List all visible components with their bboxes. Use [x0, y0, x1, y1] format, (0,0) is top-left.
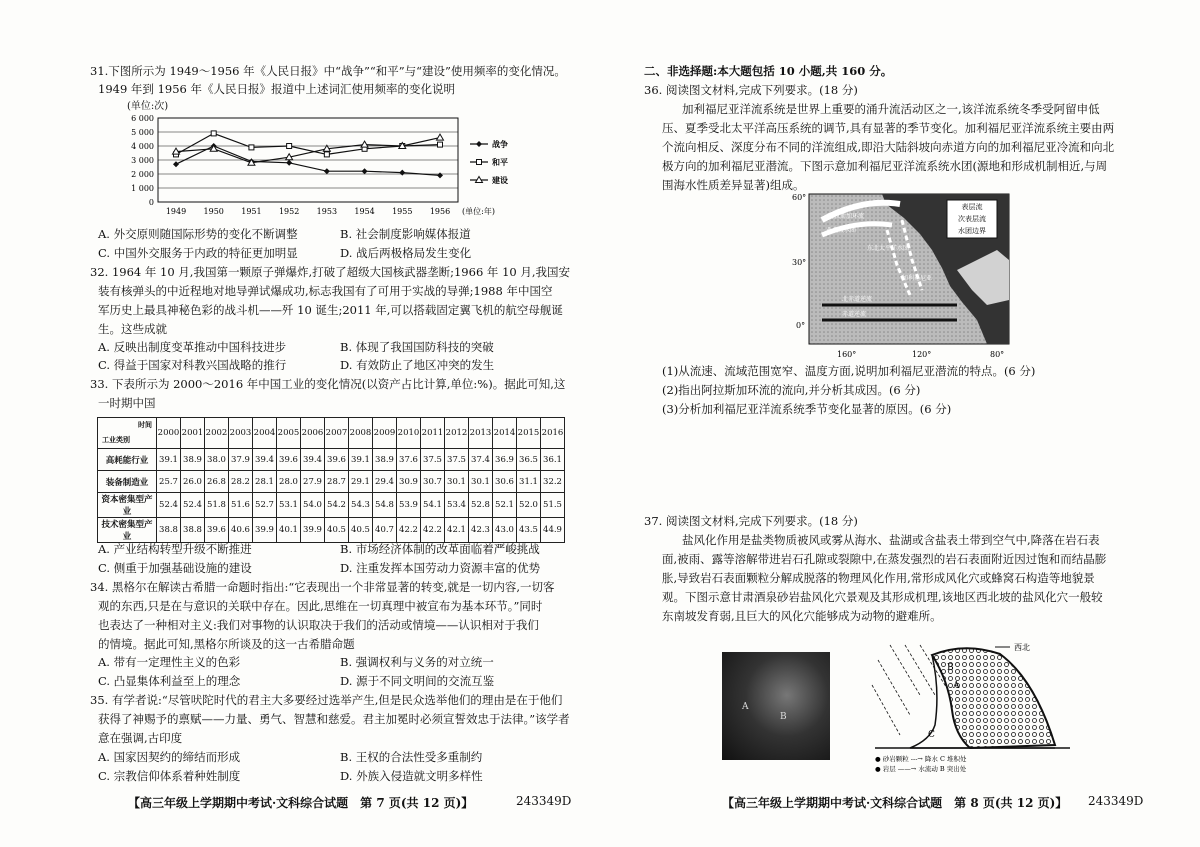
- legend-marker: [477, 160, 482, 165]
- q32-option-c: C. 得益于国家对科教兴国战略的推行: [98, 358, 287, 372]
- legend-label: 建设: [492, 175, 508, 185]
- industry-table: [97, 417, 565, 543]
- x-axis-unit: (单位:年): [462, 207, 495, 216]
- q36-sub1: (1)从流速、流域范围宽窄、温度方面,说明加利福尼亚潜流的特点。(6 分): [662, 364, 1036, 378]
- x-tick-label: 1954: [354, 207, 375, 216]
- q34-option-d: D. 源于不同文明间的交流互鉴: [340, 674, 495, 688]
- q34-option-a: A. 带有一定理性主义的色彩: [98, 655, 241, 669]
- q31-line1: 31.下图所示为 1949～1956 年《人民日报》中“战争”“和平”与“建设”使用频率的变化情况。: [90, 64, 566, 78]
- table-corner-cell: [98, 418, 157, 449]
- q37-p3: 胀,导致岩石表面颗粒分解成脱落的物理风化作用,常形成风化穴或蜂窝石构造等地貌景: [662, 571, 1095, 585]
- q35-line3: 意在强调,古印度: [98, 731, 183, 745]
- data-point: [324, 152, 329, 157]
- q34-option-b: B. 强调权利与义务的对立统一: [340, 655, 494, 669]
- map-legend-surface: 表层流: [961, 203, 983, 211]
- map-label-ne-pacific: 东北太平洋水团: [867, 245, 910, 252]
- table-cell: 37.9: [229, 449, 253, 471]
- lat-60: 60°: [792, 193, 807, 202]
- q36-sub3: (3)分析加利福尼亚洋流系统季节变化显著的原因。(6 分): [662, 402, 952, 416]
- table-cell: 37.5: [421, 449, 445, 471]
- data-point: [249, 145, 254, 150]
- map-legend-subsurface: 次表层流: [958, 215, 986, 223]
- q37-title: 37. 阅读图文材料,完成下列要求。(18 分): [644, 514, 858, 528]
- q34-line4: 的情境。据此可知,黑格尔所谈及的这一古希腊命题: [98, 637, 355, 651]
- table-cell: 40.6: [229, 518, 253, 543]
- y-tick-label: 5 000: [131, 128, 154, 137]
- diagram-northwest: 西北: [1014, 643, 1030, 652]
- table-cell: 28.2: [229, 471, 253, 493]
- table-cell: 25.7: [157, 471, 181, 493]
- table-cell: 26.0: [181, 471, 205, 493]
- x-tick-label: 1951: [241, 207, 262, 216]
- year-cell: 2012: [445, 418, 469, 449]
- table-cell: 39.4: [301, 449, 325, 471]
- q32-option-b: B. 体现了我国国防科技的突破: [340, 340, 494, 354]
- q35-option-a: A. 国家因契约的缔结而形成: [98, 750, 241, 764]
- lon-120: 120°: [912, 350, 932, 359]
- table-cell: 51.6: [229, 493, 253, 518]
- year-cell: 2016: [541, 418, 565, 449]
- year-cell: 2013: [469, 418, 493, 449]
- table-cell: 42.2: [421, 518, 445, 543]
- chart-unit: (单位:次): [127, 101, 169, 112]
- q32-line1: 32. 1964 年 10 月,我国第一颗原子弹爆炸,打破了超级大国核武器垄断;1966 年 10 月,我国安: [90, 265, 571, 279]
- year-cell: 2014: [493, 418, 517, 449]
- table-cell: 30.9: [397, 471, 421, 493]
- table-cell: 54.1: [421, 493, 445, 518]
- salt-weathering-diagram: [870, 640, 1085, 775]
- table-cell: 54.3: [349, 493, 373, 518]
- footer-code-right: 243349D: [1088, 794, 1144, 808]
- q33-line2: 一时期中国: [98, 396, 156, 410]
- data-point: [286, 160, 292, 166]
- table-cell: 28.1: [253, 471, 277, 493]
- legend-marker: [476, 141, 482, 147]
- table-row: [98, 449, 565, 471]
- table-cell: 51.5: [541, 493, 565, 518]
- table-cell: 43.0: [493, 518, 517, 543]
- table-cell: 37.4: [469, 449, 493, 471]
- year-cell: 2008: [349, 418, 373, 449]
- salt-weathering-photo: [722, 652, 830, 760]
- table-cell: 42.1: [445, 518, 469, 543]
- year-cell: 2003: [229, 418, 253, 449]
- map-label-california: 加利福尼亚: [902, 275, 933, 282]
- table-cell: 51.8: [205, 493, 229, 518]
- table-cell: 52.4: [157, 493, 181, 518]
- map-label-alaska: 阿拉斯加环流: [828, 213, 865, 220]
- row-category: 技术密集型产业: [98, 518, 157, 543]
- table-header-row: [98, 418, 565, 449]
- q31-line2: 1949 年到 1956 年《人民日报》报道中上述词汇使用频率的变化说明: [98, 82, 455, 96]
- table-cell: 32.2: [541, 471, 565, 493]
- q32-line4: 生。这些成就: [98, 322, 167, 336]
- y-tick-label: 3 000: [131, 156, 154, 165]
- diagram-label-b: B: [947, 663, 954, 673]
- table-cell: 53.1: [277, 493, 301, 518]
- table-cell: 28.0: [277, 471, 301, 493]
- q36-p4: 极方向的加利福尼亚潜流。下图示意加利福尼亚洋流系统水团(源地和形成机制相近,与周: [662, 159, 1108, 173]
- table-cell: 30.1: [445, 471, 469, 493]
- table-cell: 29.1: [349, 471, 373, 493]
- year-cell: 2010: [397, 418, 421, 449]
- table-cell: 42.3: [469, 518, 493, 543]
- x-tick-label: 1952: [278, 207, 300, 216]
- data-point: [437, 172, 443, 178]
- q33-option-c: C. 侧重于加强基础设施的建设: [98, 561, 252, 575]
- table-row: [98, 471, 565, 493]
- legend-label: 和平: [492, 157, 508, 167]
- table-cell: 38.9: [373, 449, 397, 471]
- q31-option-d: D. 战后两极格局发生变化: [340, 246, 472, 260]
- diagram-label-a: A: [953, 681, 960, 691]
- table-cell: 36.5: [517, 449, 541, 471]
- data-point: [438, 142, 443, 147]
- q35-option-d: D. 外族入侵造就文明多样性: [340, 769, 483, 783]
- data-point: [399, 170, 405, 176]
- table-cell: 52.4: [181, 493, 205, 518]
- q33-option-d: D. 注重发挥本国劳动力资源丰富的优势: [340, 561, 541, 575]
- data-point: [173, 161, 179, 167]
- year-cell: 2002: [205, 418, 229, 449]
- q32-line2: 装有核弹头的中近程地对地导弹试爆成功,标志我国有了可用于实战的导弹;1988 年中国空: [98, 284, 553, 298]
- header-category: 工业类别: [102, 435, 130, 444]
- q32-option-d: D. 有效防止了地区冲突的发生: [340, 358, 495, 372]
- photo-label-b: B: [780, 712, 787, 722]
- table-row: [98, 493, 565, 518]
- table-cell: 40.5: [349, 518, 373, 543]
- x-tick-label: 1953: [316, 207, 338, 216]
- y-tick-label: 6 000: [131, 114, 154, 123]
- map-label-north-equatorial: 北赤道逆流: [842, 296, 873, 303]
- diagram-label-c: C: [928, 730, 935, 740]
- table-cell: 54.2: [325, 493, 349, 518]
- y-tick-label: 0: [148, 198, 154, 207]
- q37-p4: 观。下图示意甘肃酒泉砂岩盐风化穴景观及其形成机理,该地区西北坡的盐风化穴一般较: [662, 590, 1103, 604]
- row-category: 装备制造业: [98, 471, 157, 493]
- x-tick-label: 1949: [165, 207, 187, 216]
- table-cell: 38.0: [205, 449, 229, 471]
- y-tick-label: 4 000: [131, 142, 154, 151]
- q36-p1: 加利福尼亚洋流系统是世界上重要的涌升流活动区之一,该洋流系统冬季受阿留申低: [682, 102, 1100, 116]
- q35-option-c: C. 宗教信仰体系着种姓制度: [98, 769, 241, 783]
- table-cell: 38.8: [181, 518, 205, 543]
- table-cell: 52.1: [493, 493, 517, 518]
- table-cell: 40.5: [325, 518, 349, 543]
- q36-p5: 围海水性质差异显著)组成。: [662, 178, 805, 192]
- q35-line1: 35. 有学者说:“尽管吠陀时代的君主大多要经过选举产生,但是民众选举他们的理由是在于他们: [90, 693, 563, 707]
- year-cell: 2000: [157, 418, 181, 449]
- table-cell: 43.5: [517, 518, 541, 543]
- data-point: [324, 168, 330, 174]
- map-legend-boundary: 水团边界: [958, 227, 986, 235]
- table-cell: 39.1: [349, 449, 373, 471]
- year-cell: 2005: [277, 418, 301, 449]
- table-cell: 39.6: [205, 518, 229, 543]
- table-cell: 40.7: [373, 518, 397, 543]
- q37-p2: 面,被雨、露等溶解带进岩石孔隙或裂隙中,在蒸发强烈的岩石表面附近因过饱和而结晶膨: [662, 552, 1107, 566]
- table-cell: 36.1: [541, 449, 565, 471]
- q33-option-a: A. 产业结构转型升级不断推进: [98, 542, 252, 556]
- table-cell: 39.9: [301, 518, 325, 543]
- q36-sub2: (2)指出阿拉斯加环流的流向,并分析其成因。(6 分): [662, 383, 921, 397]
- lon-160: 160°: [837, 350, 857, 359]
- footer-page-8: 【高三年级上学期期中考试·文科综合试题 第 8 页(共 12 页)】: [722, 796, 1068, 810]
- lat-30: 30°: [792, 258, 807, 267]
- q34-line2: 观的东西,只是在与意识的关联中存在。因此,思维在一切真理中被宣布为基本环节。”同时: [98, 599, 543, 613]
- year-cell: 2011: [421, 418, 445, 449]
- legend-label: 战争: [492, 139, 508, 149]
- photo-label-a: A: [742, 702, 749, 712]
- x-tick-label: 1950: [203, 207, 224, 216]
- california-current-map: [782, 190, 1022, 365]
- data-point: [287, 144, 292, 149]
- header-time: 时间: [138, 420, 152, 429]
- x-tick-label: 1955: [392, 207, 413, 216]
- map-label-equatorial: 赤道逆流: [842, 311, 867, 318]
- table-cell: 39.9: [253, 518, 277, 543]
- q31-option-c: C. 中国外交服务于内政的特征更加明显: [98, 246, 298, 260]
- table-cell: 52.0: [517, 493, 541, 518]
- year-cell: 2015: [517, 418, 541, 449]
- q32-option-a: A. 反映出制度变革推动中国科技进步: [98, 340, 287, 354]
- table-cell: 36.9: [493, 449, 517, 471]
- table-cell: 53.4: [445, 493, 469, 518]
- lon-80: 80°: [990, 350, 1005, 359]
- table-cell: 54.0: [301, 493, 325, 518]
- table-cell: 28.7: [325, 471, 349, 493]
- table-cell: 52.8: [469, 493, 493, 518]
- map-label-subarctic: 亚北极水团: [826, 227, 857, 234]
- q36-title: 36. 阅读图文材料,完成下列要求。(18 分): [644, 83, 858, 97]
- q34-line3: 也表达了一种相对主义:我们对事物的认识取决于我们的活动或情境——认识相对于我们: [98, 618, 539, 632]
- q33-option-b: B. 市场经济体制的改革面临着严峻挑战: [340, 542, 540, 556]
- q34-option-c: C. 凸显集体利益至上的理念: [98, 674, 241, 688]
- table-cell: 42.2: [397, 518, 421, 543]
- table-cell: 31.1: [517, 471, 541, 493]
- table-cell: 53.9: [397, 493, 421, 518]
- q33-line1: 33. 下表所示为 2000～2016 年中国工业的变化情况(以资产占比计算,单位:%)。据此可知,这: [90, 377, 566, 391]
- year-cell: 2004: [253, 418, 277, 449]
- y-tick-label: 2 000: [131, 170, 154, 179]
- table-cell: 40.1: [277, 518, 301, 543]
- table-cell: 30.1: [469, 471, 493, 493]
- row-category: 资本密集型产业: [98, 493, 157, 518]
- table-cell: 30.6: [493, 471, 517, 493]
- x-tick-label: 1956: [429, 207, 451, 216]
- section-heading: 二、非选择题:本大题包括 10 小题,共 160 分。: [644, 64, 893, 78]
- q31-line-chart: [100, 110, 520, 225]
- year-cell: 2001: [181, 418, 205, 449]
- table-cell: 37.6: [397, 449, 421, 471]
- q34-line1: 34. 黑格尔在解读古希腊一命题时指出:“它表现出一个非常显著的转变,就是一切内容,一切客: [90, 580, 555, 594]
- table-cell: 39.6: [277, 449, 301, 471]
- q36-p3: 个流向相反、深度分布不同的洋流组成,即沿大陆斜坡向赤道方向的加利福尼亚冷流和向北: [662, 140, 1115, 154]
- q35-option-b: B. 王权的合法性受多重制约: [340, 750, 483, 764]
- diagram-legend-2: ● 岩层 ——→ 水流动 B 突出处: [875, 765, 967, 773]
- table-cell: 38.8: [157, 518, 181, 543]
- diagram-legend-1: ● 砂岩颗粒 ---→ 降水 C 堆积处: [875, 755, 967, 763]
- lat-0: 0°: [796, 321, 806, 330]
- table-cell: 52.7: [253, 493, 277, 518]
- year-cell: 2009: [373, 418, 397, 449]
- table-cell: 39.4: [253, 449, 277, 471]
- table-cell: 39.1: [157, 449, 181, 471]
- q32-line3: 军历史上最具神秘色彩的战斗机——歼 10 诞生;2011 年,可以搭载固定翼飞机的航空母舰诞: [98, 303, 563, 317]
- table-cell: 37.5: [445, 449, 469, 471]
- q37-p5: 东南坡发育弱,且巨大的风化穴能够成为动物的避难所。: [662, 609, 942, 623]
- data-point: [362, 168, 368, 174]
- q31-option-a: A. 外交原则随国际形势的变化不断调整: [98, 227, 298, 241]
- table-cell: 39.6: [325, 449, 349, 471]
- year-cell: 2006: [301, 418, 325, 449]
- footer-code-left: 243349D: [516, 794, 572, 808]
- table-cell: 29.4: [373, 471, 397, 493]
- table-row: [98, 518, 565, 543]
- q36-p2: 压、夏季受北太平洋高压系统的调节,具有显著的季节变化。加利福尼亚洋流系统主要由两: [662, 121, 1115, 135]
- table-cell: 26.8: [205, 471, 229, 493]
- table-cell: 30.7: [421, 471, 445, 493]
- year-cell: 2007: [325, 418, 349, 449]
- table-cell: 38.9: [181, 449, 205, 471]
- footer-page-7: 【高三年级上学期期中考试·文科综合试题 第 7 页(共 12 页)】: [128, 796, 474, 810]
- q35-line2: 获得了神赐予的禀赋——力量、勇气、智慧和慈爱。君主加冕时必须宣誓效忠于法律。”该学者: [98, 712, 570, 726]
- table-cell: 44.9: [541, 518, 565, 543]
- row-category: 高耗能行业: [98, 449, 157, 471]
- table-cell: 27.9: [301, 471, 325, 493]
- y-tick-label: 1 000: [131, 184, 154, 193]
- table-cell: 54.8: [373, 493, 397, 518]
- data-point: [437, 134, 444, 140]
- q31-option-b: B. 社会制度影响媒体报道: [340, 227, 471, 241]
- data-point: [211, 131, 216, 136]
- q37-p1: 盐风化作用是盐类物质被风或雾从海水、盐湖或含盐表土带到空气中,降落在岩石表: [682, 533, 1100, 547]
